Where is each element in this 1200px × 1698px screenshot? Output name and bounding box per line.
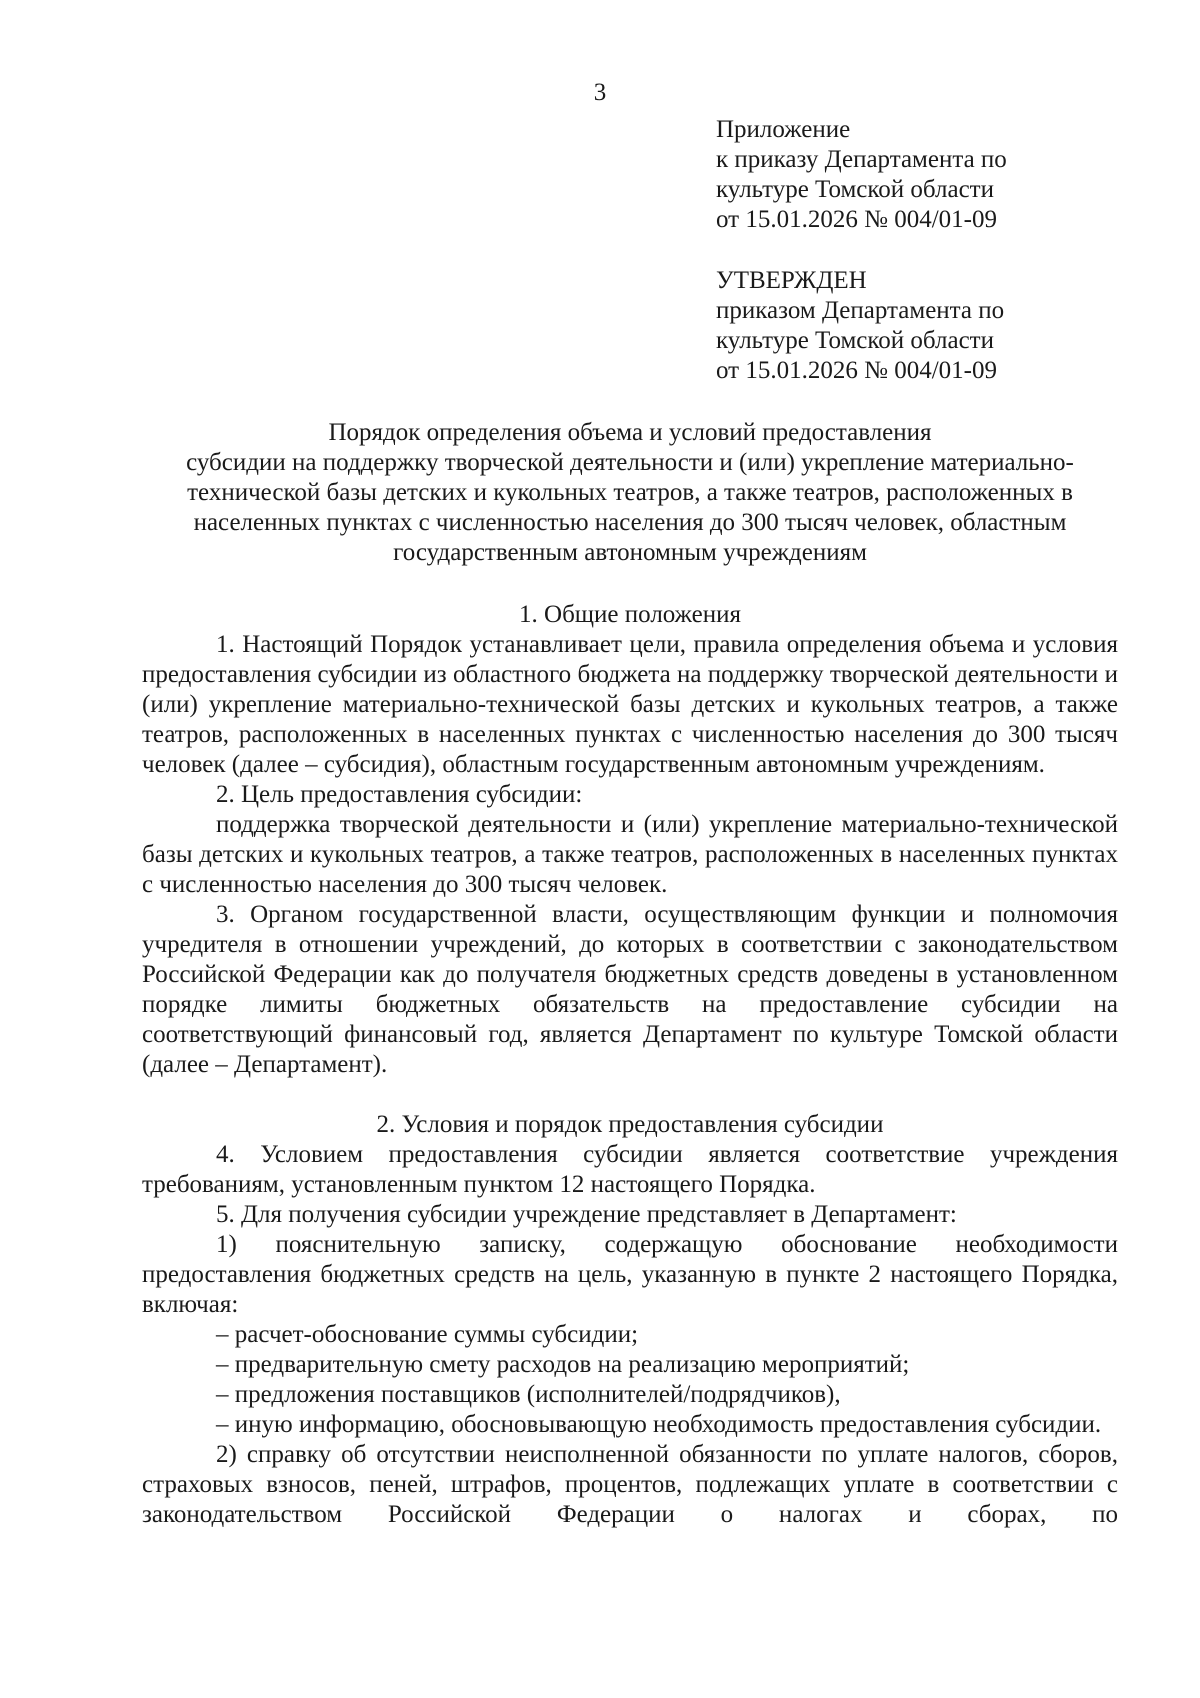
title-line: технической базы детских и кукольных театров, а также театров, расположенных в [187,479,1073,506]
page-number: 3 [593,79,607,106]
document-body [142,600,1118,1530]
list-item: – предварительную смету расходов на реализацию мероприятий; [216,1351,910,1378]
approved-line: приказом Департамента по [716,297,1005,324]
approved-line: от 15.01.2026 № 004/01-09 [716,357,997,384]
paragraph: 3. Органом государственной власти, осуществляющим функции и полномочия учредителя в отношении учреждений, до которых в соответствии с законодательством Российской Федерации как до получателя бюджетных средств доведены в установленном порядке лимиты бюджетных обязательств на предоставление субсидии на соответствующий финансовый год, является Департамент по культуре Томской области (далее – Департамент). [142,901,1118,1078]
paragraph: 4. Условием предоставления субсидии является соответствие учреждения требованиям, установленным пунктом 12 настоящего Порядка. [142,1141,1118,1198]
section-gap [142,1080,1118,1110]
list-item: – расчет-обоснование суммы субсидии; [216,1321,639,1348]
appendix-line: к приказу Департамента по [716,146,1007,173]
section-heading: 1. Общие положения [519,601,741,628]
paragraph: 1) пояснительную записку, содержащую обоснование необходимости предоставления бюджетных средств на цель, указанную в пункте 2 настоящего Порядка, включая: [142,1231,1118,1318]
title-line: Порядок определения объема и условий предоставления [328,419,932,446]
approved-heading: УТВЕРЖДЕН [716,267,867,294]
appendix-line: от 15.01.2026 № 004/01-09 [716,206,997,233]
approved-line: культуре Томской области [716,327,994,354]
title-line: государственным автономным учреждениям [393,539,867,566]
document-title [140,418,1120,568]
appendix-line: Приложение [716,116,851,143]
section-heading: 2. Условия и порядок предоставления субсидии [376,1111,884,1138]
paragraph: поддержка творческой деятельности и (или) укрепление материально-технической базы детских и кукольных театров, а также театров, расположенных в населенных пунктах с численностью населения до 300 тысяч человек. [142,811,1118,898]
appendix-block [716,115,1136,235]
paragraph: 1. Настоящий Порядок устанавливает цели, правила определения объема и условия предоставления субсидии из областного бюджета на поддержку творческой деятельности и (или) укрепление материально-технической базы детских и кукольных театров, а также театров, расположенных в населенных пунктах с численностью населения до 300 тысяч человек (далее – субсидия), областным государственным автономным учреждениям. [142,631,1118,778]
list-item: – иную информацию, обосновывающую необходимость предоставления субсидии. [216,1411,1102,1438]
list-item: – предложения поставщиков (исполнителей/подрядчиков), [216,1381,841,1408]
title-line: субсидии на поддержку творческой деятельности и (или) укрепление материально- [186,449,1074,476]
paragraph: 2. Цель предоставления субсидии: [216,781,583,808]
paragraph: 2) справку об отсутствии неисполненной обязанности по уплате налогов, сборов, страховых взносов, пеней, штрафов, процентов, подлежащих уплате в соответствии с законодательством Российской Федерации о налогах и сборах, по [142,1441,1118,1528]
appendix-line: культуре Томской области [716,176,994,203]
approved-block [716,266,1136,386]
paragraph: 5. Для получения субсидии учреждение представляет в Департамент: [216,1201,957,1228]
title-line: населенных пунктах с численностью населения до 300 тысяч человек, областным [193,509,1067,536]
